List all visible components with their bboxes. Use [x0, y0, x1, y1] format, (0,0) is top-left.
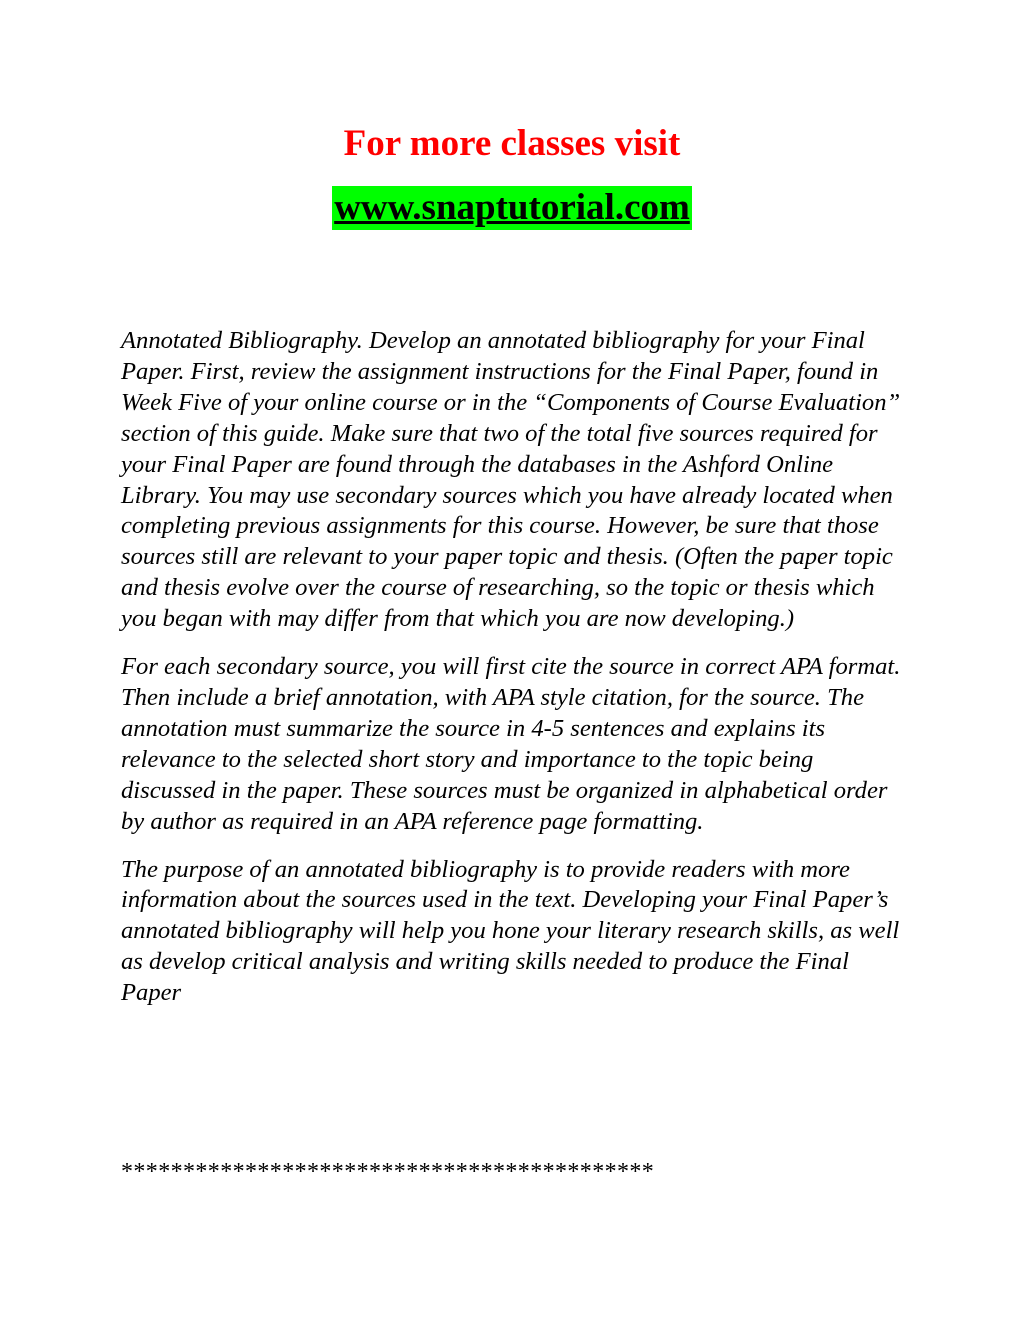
asterisk-separator: ******************************************* [121, 1159, 655, 1185]
page-title: For more classes visit [343, 123, 681, 164]
header [0, 122, 1024, 230]
website-link[interactable]: www.snaptutorial.com [334, 187, 690, 228]
link-wrap [0, 186, 1024, 230]
body-text [121, 326, 911, 1026]
paragraph-assignment-intro: Annotated Bibliography. Develop an annotated bibliography for your Final Paper. First, review the assignment instructions for the Final Paper, found in Week Five of your online course or in the “Components of Course Evaluation” section of this guide. Make sure that two of the total five sources required for your Final Paper are found through the databases in the Ashford Online Library. You may use secondary sources which you have already located when completing previous assignments for this course. However, be sure that those sources still are relevant to your paper topic and thesis. (Often the paper topic and thesis evolve over the course of researching, so the topic or thesis which you began with may differ from that which you are now developing.) [121, 327, 901, 633]
paragraph-purpose: The purpose of an annotated bibliography is to provide readers with more information about the sources used in the text. Developing your Final Paper’s annotated bibliography will help you hone your literary research skills, as well as develop critical analysis and writing skills needed to produce the Final Paper [121, 855, 900, 1007]
paragraph-source-instructions: For each secondary source, you will first cite the source in correct APA format. Then include a brief annotation, with APA style citation, for the source. The annotation must summarize the source in 4-5 sentences and explains its relevance to the selected short story and importance to the topic being discussed in the paper. These sources must be organized in alphabetical order by author as required in an APA reference page formatting. [121, 653, 901, 835]
